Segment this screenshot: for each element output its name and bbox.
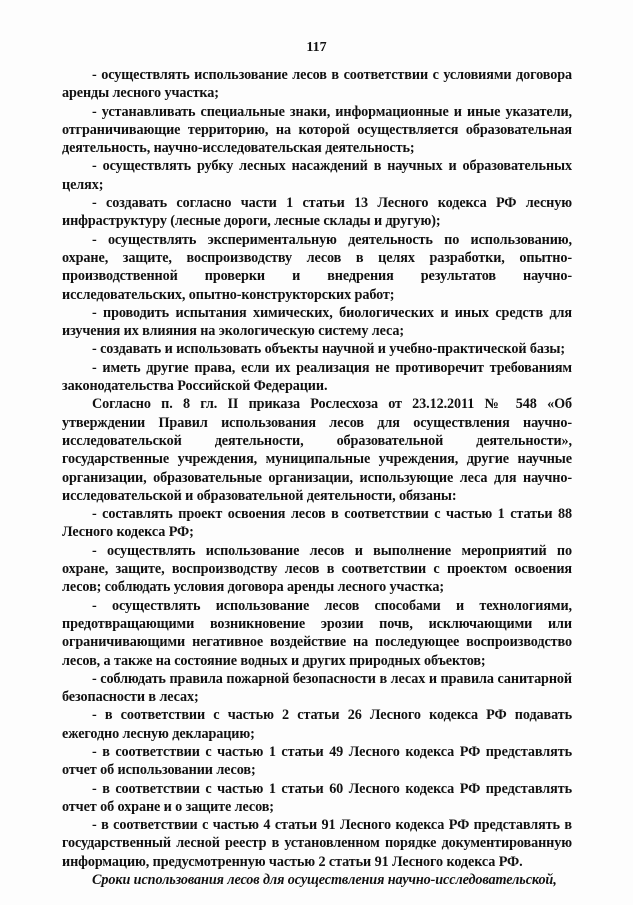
paragraph: - в соответствии с частью 1 статьи 49 Лесного кодекса РФ представлять отчет об использовании лесов; bbox=[62, 743, 572, 779]
paragraph: - создавать и использовать объекты научной и учебно-практической базы; bbox=[92, 341, 566, 358]
paragraph: Согласно п. 8 гл. II приказа Рослесхоза от 23.12.2011 № 548 «Об утверждении Правил использования лесов для осуществления научно-исследовательской деятельности, образовательной деятельности», государственные учреждения, муниципальные учреждения, другие научные организации, образовательные организации, использующие леса для научно-исследовательской и образовательной деятельности, обязаны: bbox=[62, 396, 572, 504]
page-number: 117 bbox=[306, 40, 327, 55]
paragraph: - осуществлять использование лесов способами и технологиями, предотвращающими возникновение эрозии почв, исключающими или ограничивающими негативное воздействие на последующее воспроизводство лесов, а также на состояние водных и других природных объектов; bbox=[62, 597, 572, 669]
italic-paragraph: Сроки использования лесов для осуществления научно-исследовательской, bbox=[92, 872, 557, 889]
paragraph: - осуществлять экспериментальную деятельность по использованию, охране, защите, воспроизводству лесов в целях разработки, опытно-производственной проверки и внедрения результатов научно-исследовательских, опытно-конструкторских работ; bbox=[62, 231, 572, 303]
paragraph: - осуществлять рубку лесных насаждений в научных и образовательных целях; bbox=[62, 158, 572, 193]
paragraph: - осуществлять использование лесов и выполнение мероприятий по охране, защите, воспроизводству лесов в соответствии с проектом освоения лесов; соблюдать условия договора аренды лесного участка; bbox=[62, 542, 572, 596]
paragraph: - осуществлять использование лесов в соответствии с условиями договора аренды лесного участка; bbox=[62, 67, 572, 102]
document-body bbox=[62, 66, 572, 889]
paragraph: - в соответствии с частью 4 статьи 91 Лесного кодекса РФ представлять в государственный лесной реестр в установленном порядке документированную информацию, предусмотренную частью 2 статьи 91 Лесного кодекса РФ. bbox=[62, 817, 572, 870]
paragraph: - в соответствии с частью 1 статьи 60 Лесного кодекса РФ представлять отчет об охране и о защите лесов; bbox=[62, 780, 572, 815]
paragraph: - создавать согласно части 1 статьи 13 Лесного кодекса РФ лесную инфраструктуру (лесные дороги, лесные склады и другую); bbox=[62, 195, 572, 230]
paragraph: - иметь другие права, если их реализация не противоречит требованиям законодательства Российской Федерации. bbox=[62, 359, 572, 395]
paragraph: - составлять проект освоения лесов в соответствии с частью 1 статьи 88 Лесного кодекса РФ; bbox=[62, 506, 572, 541]
paragraph: - соблюдать правила пожарной безопасности в лесах и правила санитарной безопасности в лесах; bbox=[62, 670, 572, 706]
paragraph: - проводить испытания химических, биологических и иных средств для изучения их влияния на экологическую систему леса; bbox=[62, 304, 572, 340]
paragraph: - устанавливать специальные знаки, информационные и иные указатели, отграничивающие территорию, на которой осуществляется образовательная деятельность, научно-исследовательская деятельность; bbox=[62, 103, 572, 157]
paragraph: - в соответствии с частью 2 статьи 26 Лесного кодекса РФ подавать ежегодно лесную декларацию; bbox=[62, 707, 572, 742]
